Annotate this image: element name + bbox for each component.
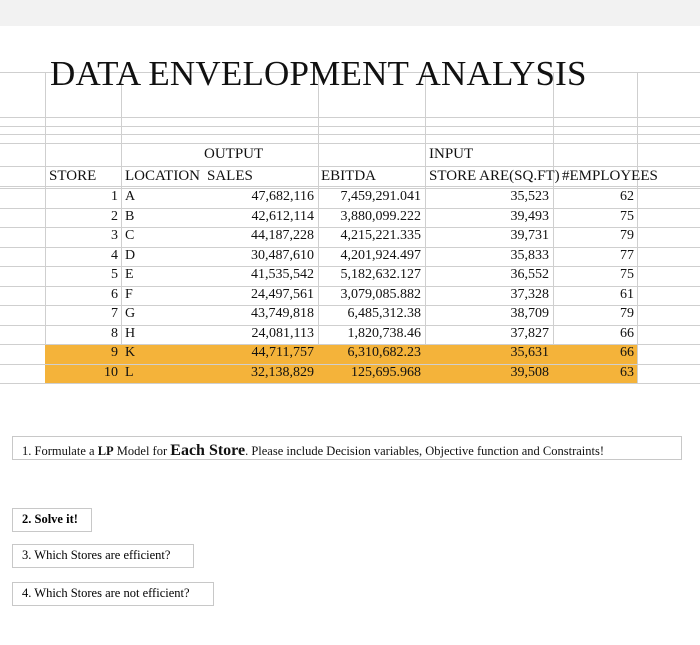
ebitda-cell: 7,459,291.041 xyxy=(340,189,421,204)
ebitda-cell: 4,201,924.497 xyxy=(340,247,421,263)
grid-line xyxy=(45,72,46,383)
employees-cell: 75 xyxy=(620,267,634,282)
area-cell: 39,508 xyxy=(510,364,549,380)
ebitda-cell: 3,079,085.882 xyxy=(340,286,421,302)
grid-line xyxy=(0,186,700,187)
ebitda-cell: 4,215,221.335 xyxy=(340,228,421,243)
employees-column-header: #EMPLOYEES xyxy=(562,168,658,184)
sales-cell: 30,487,610 xyxy=(251,247,314,263)
question-1-emphasis: Each Store xyxy=(170,442,246,459)
employees-cell: 79 xyxy=(620,228,634,243)
location-cell: G xyxy=(125,306,136,321)
location-cell: B xyxy=(125,208,135,224)
grid-line xyxy=(121,72,122,383)
location-column-header: LOCATION xyxy=(125,168,200,184)
area-cell: 36,552 xyxy=(510,267,549,282)
grid-line xyxy=(0,166,700,167)
sales-cell: 44,711,757 xyxy=(251,345,314,360)
question-1-middle: Model for xyxy=(113,444,171,458)
store-cell: 10 xyxy=(104,364,118,380)
question-3: 3. Which Stores are efficient? xyxy=(22,548,171,562)
ebitda-cell: 6,485,312.38 xyxy=(347,306,421,321)
grid-line xyxy=(0,126,700,127)
sales-cell: 47,682,116 xyxy=(251,189,314,204)
grid-line xyxy=(0,134,700,135)
employees-cell: 75 xyxy=(620,208,634,224)
store-cell: 5 xyxy=(111,267,118,282)
area-cell: 35,631 xyxy=(510,345,549,360)
location-cell: E xyxy=(125,267,134,282)
question-2: 2. Solve it! xyxy=(22,512,78,526)
ebitda-cell: 3,880,099.222 xyxy=(340,208,421,224)
employees-cell: 66 xyxy=(620,345,634,360)
ebitda-column-header: EBITDA xyxy=(321,168,376,184)
question-4: 4. Which Stores are not efficient? xyxy=(22,586,190,600)
location-cell: D xyxy=(125,247,136,263)
sales-column-header: SALES xyxy=(207,168,253,184)
store-cell: 1 xyxy=(111,189,118,204)
grid-line xyxy=(318,72,319,383)
sales-cell: 32,138,829 xyxy=(251,364,314,380)
location-cell: K xyxy=(125,345,136,360)
employees-cell: 63 xyxy=(620,364,634,380)
sales-cell: 24,497,561 xyxy=(251,286,314,302)
area-column-header: STORE ARE(SQ.FT) xyxy=(429,168,560,184)
area-cell: 39,731 xyxy=(510,228,549,243)
sales-cell: 41,535,542 xyxy=(251,267,314,282)
area-cell: 37,328 xyxy=(510,286,549,302)
store-column-header: STORE xyxy=(49,168,97,184)
question-1-suffix: . Please include Decision variables, Objective function and Constraints! xyxy=(245,444,605,458)
ebitda-cell: 5,182,632.127 xyxy=(340,267,421,282)
question-1-lp: LP xyxy=(97,444,114,458)
employees-cell: 61 xyxy=(620,286,634,302)
store-cell: 7 xyxy=(111,306,118,321)
sales-cell: 24,081,113 xyxy=(251,325,314,341)
grid-line xyxy=(0,143,700,144)
ebitda-cell: 1,820,738.46 xyxy=(347,325,421,341)
grid-line xyxy=(637,72,638,383)
location-cell: L xyxy=(125,364,134,380)
area-cell: 35,523 xyxy=(510,189,549,204)
location-cell: F xyxy=(125,286,133,302)
store-cell: 4 xyxy=(111,247,118,263)
area-cell: 38,709 xyxy=(510,306,549,321)
grid-line xyxy=(0,117,700,118)
location-cell: A xyxy=(125,189,136,204)
store-cell: 3 xyxy=(111,228,118,243)
grid-line xyxy=(553,72,554,383)
area-cell: 39,493 xyxy=(510,208,549,224)
area-cell: 35,833 xyxy=(510,247,549,263)
store-cell: 2 xyxy=(111,208,118,224)
input-group-header: INPUT xyxy=(429,146,474,162)
employees-cell: 66 xyxy=(620,325,634,341)
grid-line xyxy=(425,72,426,383)
store-cell: 9 xyxy=(111,345,118,360)
employees-cell: 62 xyxy=(620,189,634,204)
ebitda-cell: 125,695.968 xyxy=(351,364,421,380)
sales-cell: 42,612,114 xyxy=(251,208,314,224)
grid-line xyxy=(0,383,700,384)
location-cell: C xyxy=(125,228,135,243)
store-cell: 8 xyxy=(111,325,118,341)
area-cell: 37,827 xyxy=(510,325,549,341)
question-1 xyxy=(22,442,604,460)
page-title: DATA ENVELOPMENT ANALYSIS xyxy=(50,54,587,93)
sales-cell: 43,749,818 xyxy=(251,306,314,321)
location-cell: H xyxy=(125,325,136,341)
store-cell: 6 xyxy=(111,286,118,302)
employees-cell: 79 xyxy=(620,306,634,321)
ebitda-cell: 6,310,682.23 xyxy=(347,345,421,360)
employees-cell: 77 xyxy=(620,247,634,263)
output-group-header: OUTPUT xyxy=(204,146,264,162)
question-1-prefix: 1. Formulate a xyxy=(22,444,98,458)
sales-cell: 44,187,228 xyxy=(251,228,314,243)
